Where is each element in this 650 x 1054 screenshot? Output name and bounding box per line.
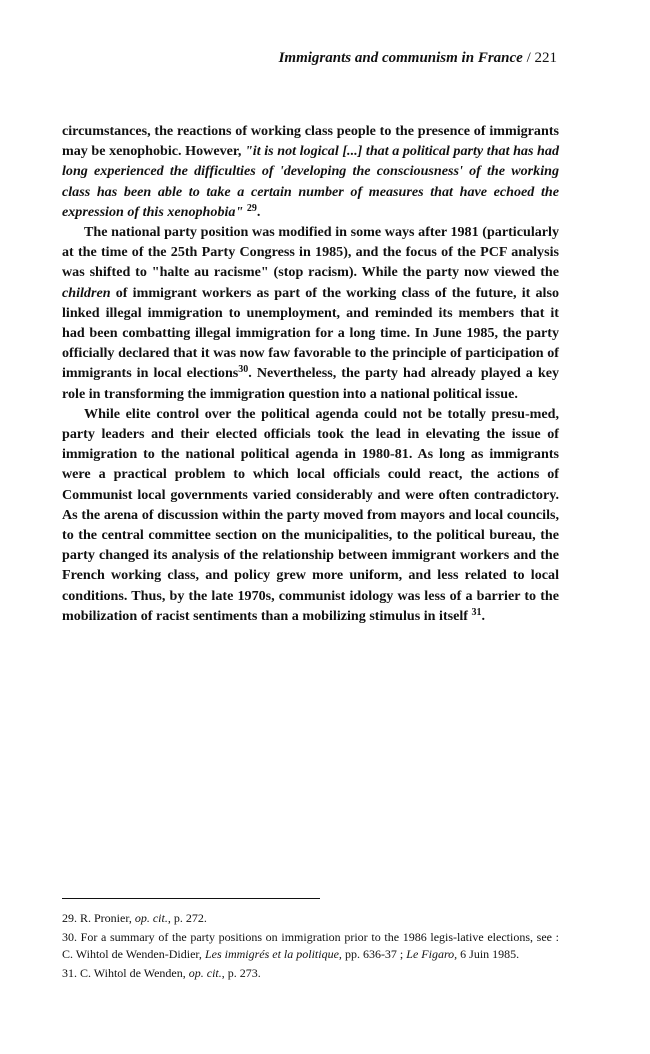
running-head-separator: / <box>522 50 535 66</box>
paragraph-2 <box>62 222 559 404</box>
p1-quotation: "it is not logical [...] that a political party that has had long experienced the difficulties of 'developing the consciousness' of the working class has been able to take a certain number of measures that have echoed the expression of this xenophobia" <box>62 143 559 220</box>
p2-text-a: The national party position was modified in some ways after 1981 (particularly at the time of the 25th Party Congress in 1985), and the focus of the PCF analysis was shifted to "halte au racisme" (stop racism). While the party now viewed the <box>62 224 559 281</box>
note-ref-30[interactable]: 30 <box>238 364 249 376</box>
p1-text-a: circumstances, the reactions of working class people to the presence of immigrants may be xenophobic. However, <box>62 123 559 160</box>
footnote-30-text-c: 6 Juin 1985. <box>457 947 520 961</box>
paragraph-1 <box>62 121 559 222</box>
running-head <box>279 50 557 67</box>
footnote-29-number: 29. <box>62 911 77 925</box>
footnote-31-number: 31. <box>62 965 77 980</box>
footnote-29 <box>62 910 559 928</box>
body-text <box>62 121 559 626</box>
p2-text-b: of immigrant workers as part of the working class of the future, it also linked illegal immigration to unemployment, and reminded its members that it had been combatting illegal immigration for a long time. In June 1985, the party officially declared that it was now faw favorable to the principle of participation of immigrants in local elections <box>62 284 559 382</box>
p3-text-b: . <box>481 607 486 624</box>
page-number: 221 <box>534 50 557 66</box>
paragraph-3 <box>62 404 559 626</box>
p3-text-a: While elite control over the political agenda could not be totally presu-med, party leaders and their elected officials took the lead in elevating the issue of immigration to the national political agenda in 1980-81. As long as immigrants were a practical problem to which local officials could react, the actions of Communist local governments varied considerably and were often contradictory. As the arena of discussion within the party moved from mayors and local councils, to the central committee section on the municipalities, to the political bureau, the party changed its analysis of the relationship between immigrant workers and the French working class, and policy grew more uniform, and less related to local conditions. Thus, by the late 1970s, communist idology was less of a barrier to the mobilization of racist sentiments than a mobilizing stimulus in itself <box>62 405 559 624</box>
p1-text-c: . <box>256 203 261 220</box>
footnote-30-number: 30. <box>62 929 77 944</box>
p2-emphasis: children <box>62 284 111 301</box>
footnote-29-text-a: R. Pronier, <box>77 911 135 925</box>
running-title: Immigrants and communism in France <box>278 50 523 66</box>
p2-text-c: . Nevertheless, the party had already played a key role in transforming the immigration question into a national political issue. <box>62 365 559 402</box>
footnote-29-text-b: , p. 272. <box>167 911 207 925</box>
footnotes <box>62 910 559 983</box>
footnote-30 <box>62 929 559 964</box>
footnote-31-emphasis: op. cit. <box>188 965 222 980</box>
footnote-29-emphasis: op. cit. <box>134 911 168 925</box>
footnote-30-emphasis-a: Les immigrés et la politique, <box>204 947 342 961</box>
footnote-rule <box>62 898 320 899</box>
footnote-30-text-b: pp. 636-37 ; <box>341 947 407 961</box>
footnote-30-text-a: For a summary of the party positions on immigration prior to the 1986 legis-lative elections, see : C. Wihtol de Wenden-Didier, <box>62 929 559 961</box>
footnote-31-text-a: C. Wihtol de Wenden, <box>77 965 189 980</box>
note-ref-29[interactable]: 29 <box>246 202 257 214</box>
note-ref-31[interactable]: 31 <box>471 606 482 618</box>
footnote-31 <box>62 965 559 983</box>
footnote-31-text-b: , p. 273. <box>221 965 261 980</box>
footnote-30-emphasis-b: Le Figaro, <box>406 947 458 961</box>
